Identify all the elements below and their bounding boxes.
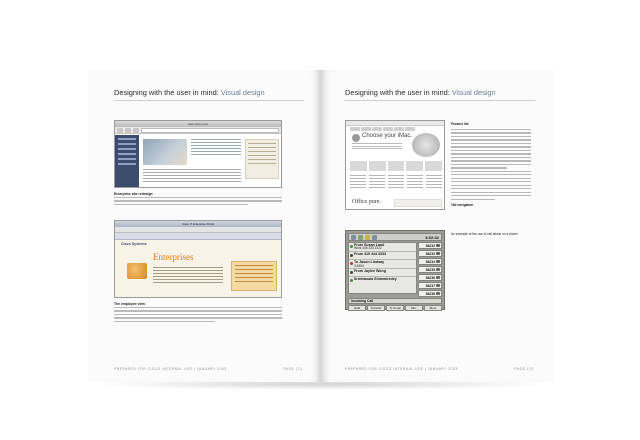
portal-photo: [127, 263, 147, 279]
portal-callout-box: [231, 261, 277, 291]
line-key[interactable]: [418, 266, 442, 273]
right-page-number: PAGE 122: [514, 367, 534, 371]
forward-icon: [125, 128, 131, 133]
line-keys: [418, 242, 442, 297]
apple-site-screenshot: [345, 120, 445, 210]
directory-icon: [372, 235, 377, 240]
call-detail: 3 5454: [354, 263, 364, 268]
right-title-rule: [345, 100, 535, 101]
enterprise-site-screenshot: [114, 120, 282, 188]
body-text-2: [114, 307, 282, 324]
portal-headline: Enterprises: [153, 252, 194, 262]
active-call-icon: [350, 245, 353, 248]
ringing-call-icon: [350, 271, 353, 274]
line-key[interactable]: [418, 274, 442, 281]
apple-tabs: [346, 126, 444, 132]
phone-body: [348, 242, 442, 297]
handset-icon: [436, 244, 440, 247]
line-key[interactable]: [418, 258, 442, 265]
office-promo: Office pure.: [352, 199, 381, 205]
left-page: [88, 70, 321, 382]
phone-status-bar: [348, 233, 442, 241]
transfer-button[interactable]: Transfer: [367, 305, 385, 311]
reload-icon: [133, 128, 139, 133]
line-number: 36235: [425, 267, 435, 272]
line-number: 36237: [425, 283, 435, 288]
call-party: From Susan Land: [354, 243, 385, 247]
portal-logo: Cisco Systems: [121, 242, 147, 246]
handset-icon: [436, 268, 440, 271]
handset-icon: [436, 284, 440, 287]
phone-time: 3:02:32: [425, 234, 439, 240]
right-title-accent: Visual design: [451, 88, 496, 97]
line-number: 36236: [425, 275, 435, 280]
caption-employee-view: The employee view: [114, 302, 145, 306]
handset-icon: [436, 260, 440, 263]
hero-text-lines: [191, 139, 241, 157]
line-icon: [358, 235, 363, 240]
portal-screenshot: [114, 220, 282, 298]
address-bar: [141, 128, 279, 133]
left-page-number: PAGE 121: [283, 367, 303, 371]
call-detail: Work 408 333 2222: [354, 246, 382, 251]
call-row[interactable]: [349, 277, 416, 286]
line-number: 36233: [425, 251, 435, 256]
apple-headline: Choose your iMac.: [362, 133, 413, 139]
left-page-title: [114, 88, 265, 97]
active-call-icon: [350, 279, 353, 282]
line-key[interactable]: [418, 282, 442, 289]
call-row[interactable]: [349, 269, 416, 278]
call-row[interactable]: [349, 243, 416, 252]
site-body-lines: [143, 169, 241, 184]
call-row[interactable]: [349, 260, 416, 269]
call-party: To Jason Lindsay: [354, 260, 385, 265]
to-vmail-button[interactable]: To Vmail: [386, 305, 404, 311]
browser-toolbar: [115, 127, 281, 134]
call-row[interactable]: [349, 252, 416, 261]
side-heading-3: An example of the use of cell labels on a phone: [451, 232, 518, 236]
message-icon: [365, 235, 370, 240]
portal-text-lines: [153, 267, 223, 285]
right-page: [321, 70, 554, 382]
call-party: From 415 444 3333: [354, 251, 386, 256]
softkey-row: [348, 305, 442, 311]
body-text-1: [114, 197, 282, 207]
caption-enterprise: Enterprise site redesign: [114, 192, 153, 196]
line-key[interactable]: [418, 242, 442, 249]
left-title-main: Designing with the user in mind:: [114, 88, 219, 97]
site-nav: [115, 135, 139, 188]
apple-logo-icon: [352, 134, 360, 142]
apple-subtext: [352, 143, 402, 151]
right-page-title: [345, 88, 496, 97]
handset-icon: [436, 292, 440, 295]
portal-titlebar: Cisco IT Enterprise Portal: [115, 221, 281, 227]
phone-icon: [351, 235, 356, 240]
product-row: [350, 161, 442, 171]
side-heading-1: Product list: [451, 122, 469, 126]
right-title-main: Designing with the user in mind:: [345, 88, 450, 97]
line-number: 36238: [425, 291, 435, 296]
product-columns: [350, 175, 442, 190]
ringing-call-icon: [350, 254, 353, 257]
min-button[interactable]: Min.: [405, 305, 423, 311]
more-button[interactable]: More: [424, 305, 442, 311]
call-party: From Jaylee Wong: [354, 268, 386, 273]
call-party: Srinivasula Shimmiredey: [354, 277, 397, 282]
hold-call-icon: [350, 262, 353, 265]
handset-icon: [436, 252, 440, 255]
call-list: [348, 242, 417, 294]
line-number: 36232: [425, 243, 435, 248]
imac-image: [412, 133, 440, 157]
incoming-call-label: Incoming Call: [348, 298, 442, 304]
book-spread: [88, 70, 554, 382]
right-footer: PREPARED FOR CISCO INTERNAL USE | JANUARY 2003: [345, 367, 458, 371]
portal-header-band: [115, 233, 281, 240]
ip-phone-display: [345, 230, 445, 310]
left-title-accent: Visual design: [220, 88, 265, 97]
site-sidebar-box: [245, 139, 279, 179]
right-sidebar-text: [451, 122, 531, 210]
left-footer: PREPARED FOR CISCO INTERNAL USE | JANUARY 2003: [114, 367, 227, 371]
promo-banner: [394, 199, 442, 207]
line-number: 36234: [425, 259, 435, 264]
hero-image: [143, 139, 187, 165]
hold-button[interactable]: Hold: [348, 305, 366, 311]
phone-caption: [451, 232, 531, 239]
back-icon: [117, 128, 123, 133]
line-key[interactable]: [418, 250, 442, 257]
line-key[interactable]: [418, 290, 442, 297]
side-heading-2: Tab navigation: [451, 202, 474, 207]
phone-softkeys: [348, 298, 442, 311]
browser-titlebar: www.cisco.com: [115, 121, 281, 127]
handset-icon: [436, 276, 440, 279]
left-title-rule: [114, 100, 304, 101]
